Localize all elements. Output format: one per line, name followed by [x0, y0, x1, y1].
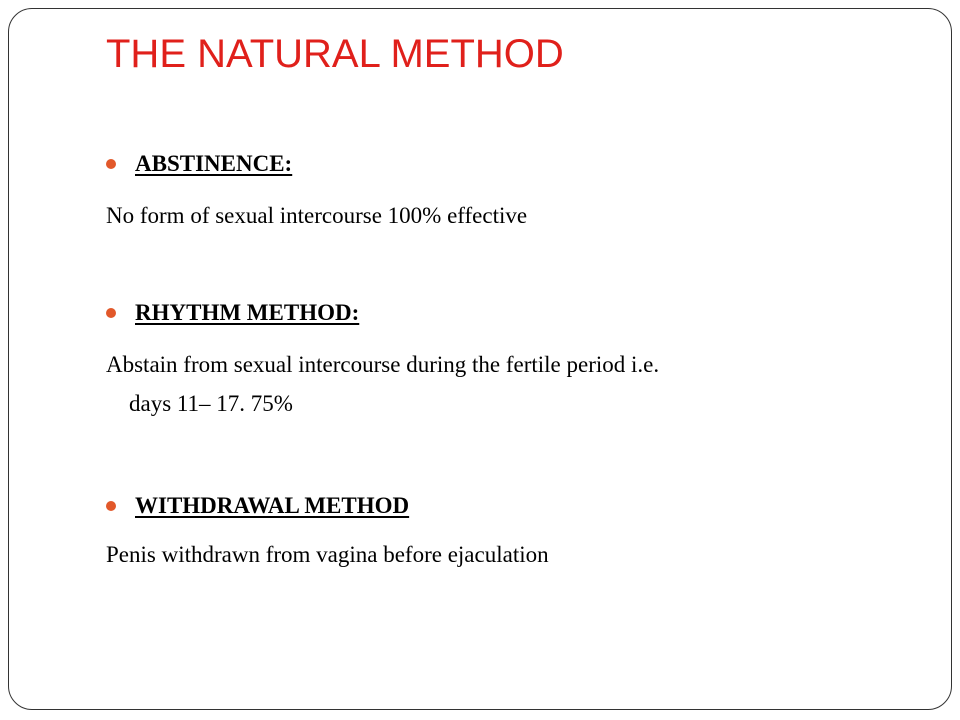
rhythm-description-line-1: Abstain from sexual intercourse during the fertile period i.e. [106, 352, 660, 377]
bullet-dot-icon [106, 308, 116, 318]
heading-withdrawal-method: WITHDRAWAL METHOD [135, 493, 410, 518]
bullet-withdrawal-method [106, 491, 409, 521]
bullet-abstinence [106, 149, 292, 179]
rhythm-description-line-2: days 11– 17. 75% [129, 391, 293, 416]
bullet-dot-icon [106, 501, 116, 511]
abstinence-description: No form of sexual intercourse 100% effective [106, 203, 528, 228]
heading-rhythm-method: RHYTHM METHOD: [135, 300, 360, 325]
heading-abstinence: ABSTINENCE: [135, 151, 293, 176]
withdrawal-description: Penis withdrawn from vagina before ejaculation [106, 542, 549, 567]
bullet-rhythm-method [106, 298, 359, 328]
bullet-dot-icon [106, 159, 116, 169]
slide-title: THE NATURAL METHOD [106, 32, 564, 76]
